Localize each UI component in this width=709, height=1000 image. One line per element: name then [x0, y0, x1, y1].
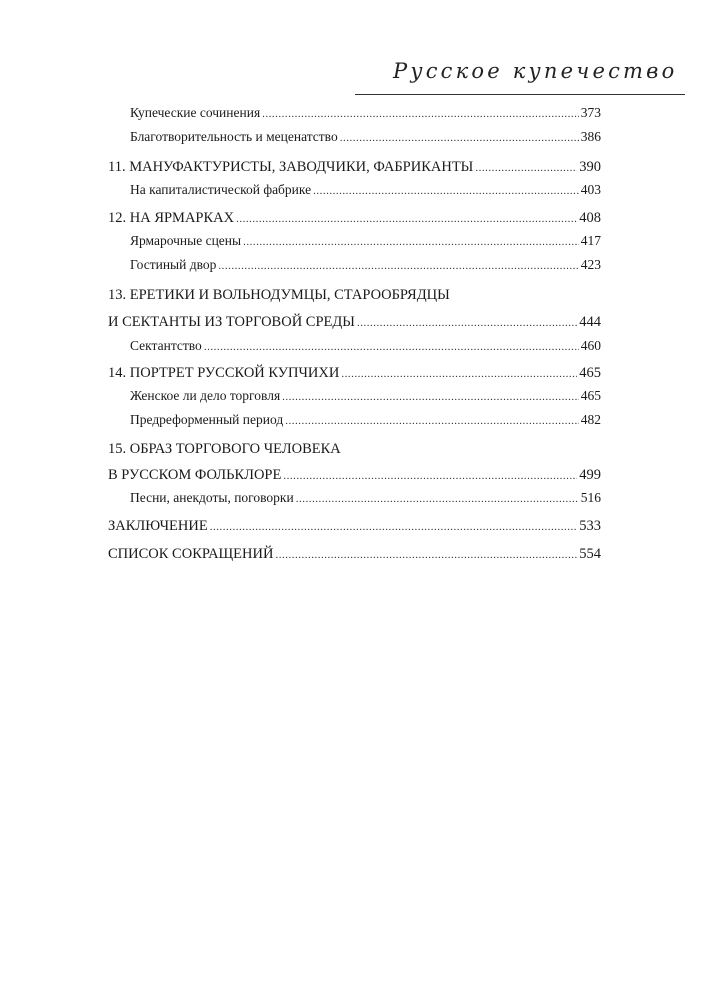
toc-entry-page: 423 — [580, 257, 601, 272]
dot-leader — [275, 546, 577, 564]
toc-chapter-page: 408 — [579, 210, 601, 226]
toc-entry-page: 465 — [580, 388, 601, 403]
toc-entry-page: 460 — [580, 338, 601, 353]
toc-entry-page: 516 — [580, 490, 601, 505]
toc-chapter-title: СПИСОК СОКРАЩЕНИЙ — [108, 546, 274, 562]
toc-chapter[interactable] — [108, 158, 601, 177]
toc-entry[interactable] — [130, 256, 601, 275]
toc-entry-title: Песни, анекдоты, поговорки — [130, 490, 294, 505]
dot-leader — [475, 159, 577, 177]
running-head-title: Русское купечество — [393, 59, 678, 83]
toc-chapter-title: И СЕКТАНТЫ ИЗ ТОРГОВОЙ СРЕДЫ — [108, 314, 355, 330]
toc-chapter[interactable] — [108, 364, 601, 383]
toc-chapter-title-line: 13. ЕРЕТИКИ И ВОЛЬНОДУМЦЫ, СТАРООБРЯДЦЫ — [108, 287, 450, 303]
toc-entry[interactable] — [130, 337, 601, 356]
toc-chapter-title: 11. МАНУФАКТУРИСТЫ, ЗАВОДЧИКИ, ФАБРИКАНТЫ — [108, 159, 474, 175]
dot-leader — [282, 388, 579, 406]
toc-chapter-page: 533 — [579, 518, 601, 534]
dot-leader — [218, 257, 578, 275]
toc-entry-page: 403 — [580, 182, 601, 197]
running-head — [355, 38, 685, 98]
toc-chapter-title: В РУССКОМ ФОЛЬКЛОРЕ — [108, 467, 282, 483]
toc-entry-title: Сектантство — [130, 338, 202, 353]
toc-chapter-page: 499 — [579, 467, 601, 483]
toc-chapter-title: 14. ПОРТРЕТ РУССКОЙ КУПЧИХИ — [108, 365, 340, 381]
toc-chapter-page: 444 — [579, 314, 601, 330]
toc-entry[interactable] — [130, 181, 601, 200]
dot-leader — [340, 129, 579, 147]
toc-entry-title: Гостиный двор — [130, 257, 217, 272]
toc-chapter[interactable] — [108, 313, 601, 332]
toc-chapter[interactable] — [108, 466, 601, 485]
toc-entry-page: 373 — [580, 105, 601, 120]
toc-entry-page: 417 — [580, 233, 601, 248]
dot-leader — [210, 518, 578, 536]
toc-entry[interactable] — [130, 489, 601, 508]
toc-chapter-page: 554 — [579, 546, 601, 562]
toc-entry-title: Предреформенный период — [130, 412, 284, 427]
dot-leader — [341, 365, 577, 383]
toc-entry-page: 386 — [580, 129, 601, 144]
dot-leader — [236, 210, 577, 228]
toc-chapter-title: 12. НА ЯРМАРКАХ — [108, 210, 235, 226]
toc-chapter-page: 390 — [579, 159, 601, 175]
toc-entry-page: 482 — [580, 412, 601, 427]
dot-leader — [283, 467, 577, 485]
toc-entry-title: Ярмарочные сцены — [130, 233, 242, 248]
toc-entry[interactable] — [130, 411, 601, 430]
toc-entry-title: Женское ли дело торговля — [130, 388, 281, 403]
dot-leader — [262, 105, 579, 123]
toc-chapter-title: ЗАКЛЮЧЕНИЕ — [108, 518, 208, 534]
dot-leader — [313, 182, 579, 200]
toc-entry-title: Купеческие сочинения — [130, 105, 261, 120]
toc-entry-title: На капиталистической фабрике — [130, 182, 312, 197]
toc-chapter[interactable] — [108, 209, 601, 228]
toc-entry[interactable] — [130, 128, 601, 147]
toc-entry[interactable] — [130, 104, 601, 123]
dot-leader — [296, 490, 579, 508]
toc-entry-title: Благотворительность и меценатство — [130, 129, 338, 144]
toc-entry[interactable] — [130, 387, 601, 406]
running-head-rule — [355, 94, 685, 95]
toc-chapter-title-line: 15. ОБРАЗ ТОРГОВОГО ЧЕЛОВЕКА — [108, 441, 341, 457]
toc-chapter-page: 465 — [579, 365, 601, 381]
dot-leader — [357, 314, 577, 332]
dot-leader — [285, 412, 579, 430]
dot-leader — [243, 233, 579, 251]
toc-entry[interactable] — [130, 232, 601, 251]
toc-chapter[interactable] — [108, 545, 601, 564]
toc-chapter[interactable] — [108, 517, 601, 536]
dot-leader — [204, 338, 579, 356]
